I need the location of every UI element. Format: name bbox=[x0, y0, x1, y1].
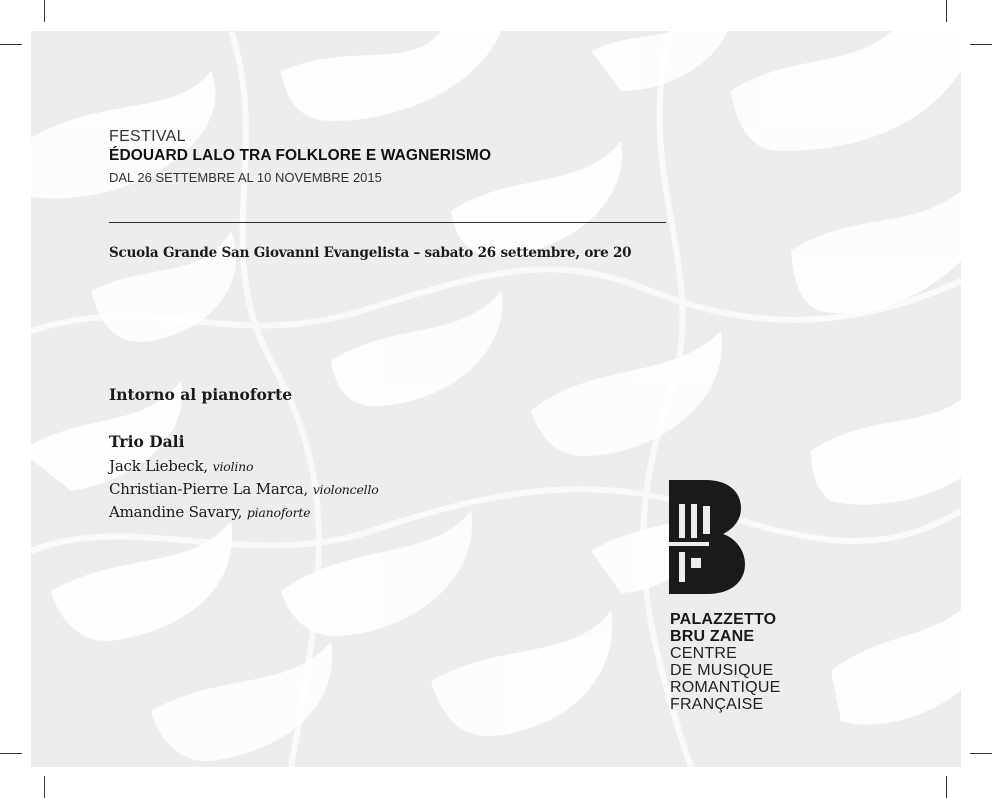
bru-zane-logo-icon bbox=[669, 480, 745, 594]
crop-mark bbox=[44, 0, 45, 22]
performer-instrument: violoncello bbox=[312, 482, 379, 497]
logo-line: FRANÇAISE bbox=[670, 696, 764, 713]
logo-wordmark bbox=[670, 611, 780, 713]
logo-line: PALAZZETTO bbox=[670, 611, 777, 628]
crop-mark bbox=[0, 753, 22, 754]
logo-line: BRU ZANE bbox=[670, 628, 755, 645]
festival-label: FESTIVAL bbox=[109, 128, 186, 145]
festival-title: ÉDOUARD LALO TRA FOLKLORE E WAGNERISMO bbox=[109, 147, 492, 164]
crop-mark bbox=[0, 44, 22, 45]
crop-mark bbox=[970, 753, 992, 754]
performer-instrument: violino bbox=[212, 459, 254, 474]
festival-dates: DAL 26 SETTEMBRE AL 10 NOVEMBRE 2015 bbox=[109, 170, 382, 185]
venue-line: Scuola Grande San Giovanni Evangelista – sabato 26 settembre, ore 20 bbox=[109, 245, 632, 261]
logo-line: CENTRE bbox=[670, 645, 737, 662]
program-title: Intorno al pianoforte bbox=[109, 385, 293, 404]
performer-name: Amandine Savary, bbox=[109, 503, 243, 521]
performer-name: Jack Liebeck, bbox=[109, 457, 208, 475]
crop-mark bbox=[946, 776, 947, 798]
ensemble bbox=[109, 432, 379, 524]
festival-header bbox=[109, 128, 491, 188]
performer-instrument: pianoforte bbox=[246, 505, 311, 520]
divider bbox=[109, 222, 666, 223]
performer bbox=[109, 501, 379, 524]
performer bbox=[109, 478, 379, 501]
crop-mark bbox=[946, 0, 947, 22]
crop-mark bbox=[44, 776, 45, 798]
ensemble-name: Trio Dali bbox=[109, 432, 185, 451]
performer bbox=[109, 455, 379, 478]
logo-line: ROMANTIQUE bbox=[670, 679, 781, 696]
performer-name: Christian-Pierre La Marca, bbox=[109, 480, 309, 498]
logo-line: DE MUSIQUE bbox=[670, 662, 774, 679]
crop-mark bbox=[970, 44, 992, 45]
